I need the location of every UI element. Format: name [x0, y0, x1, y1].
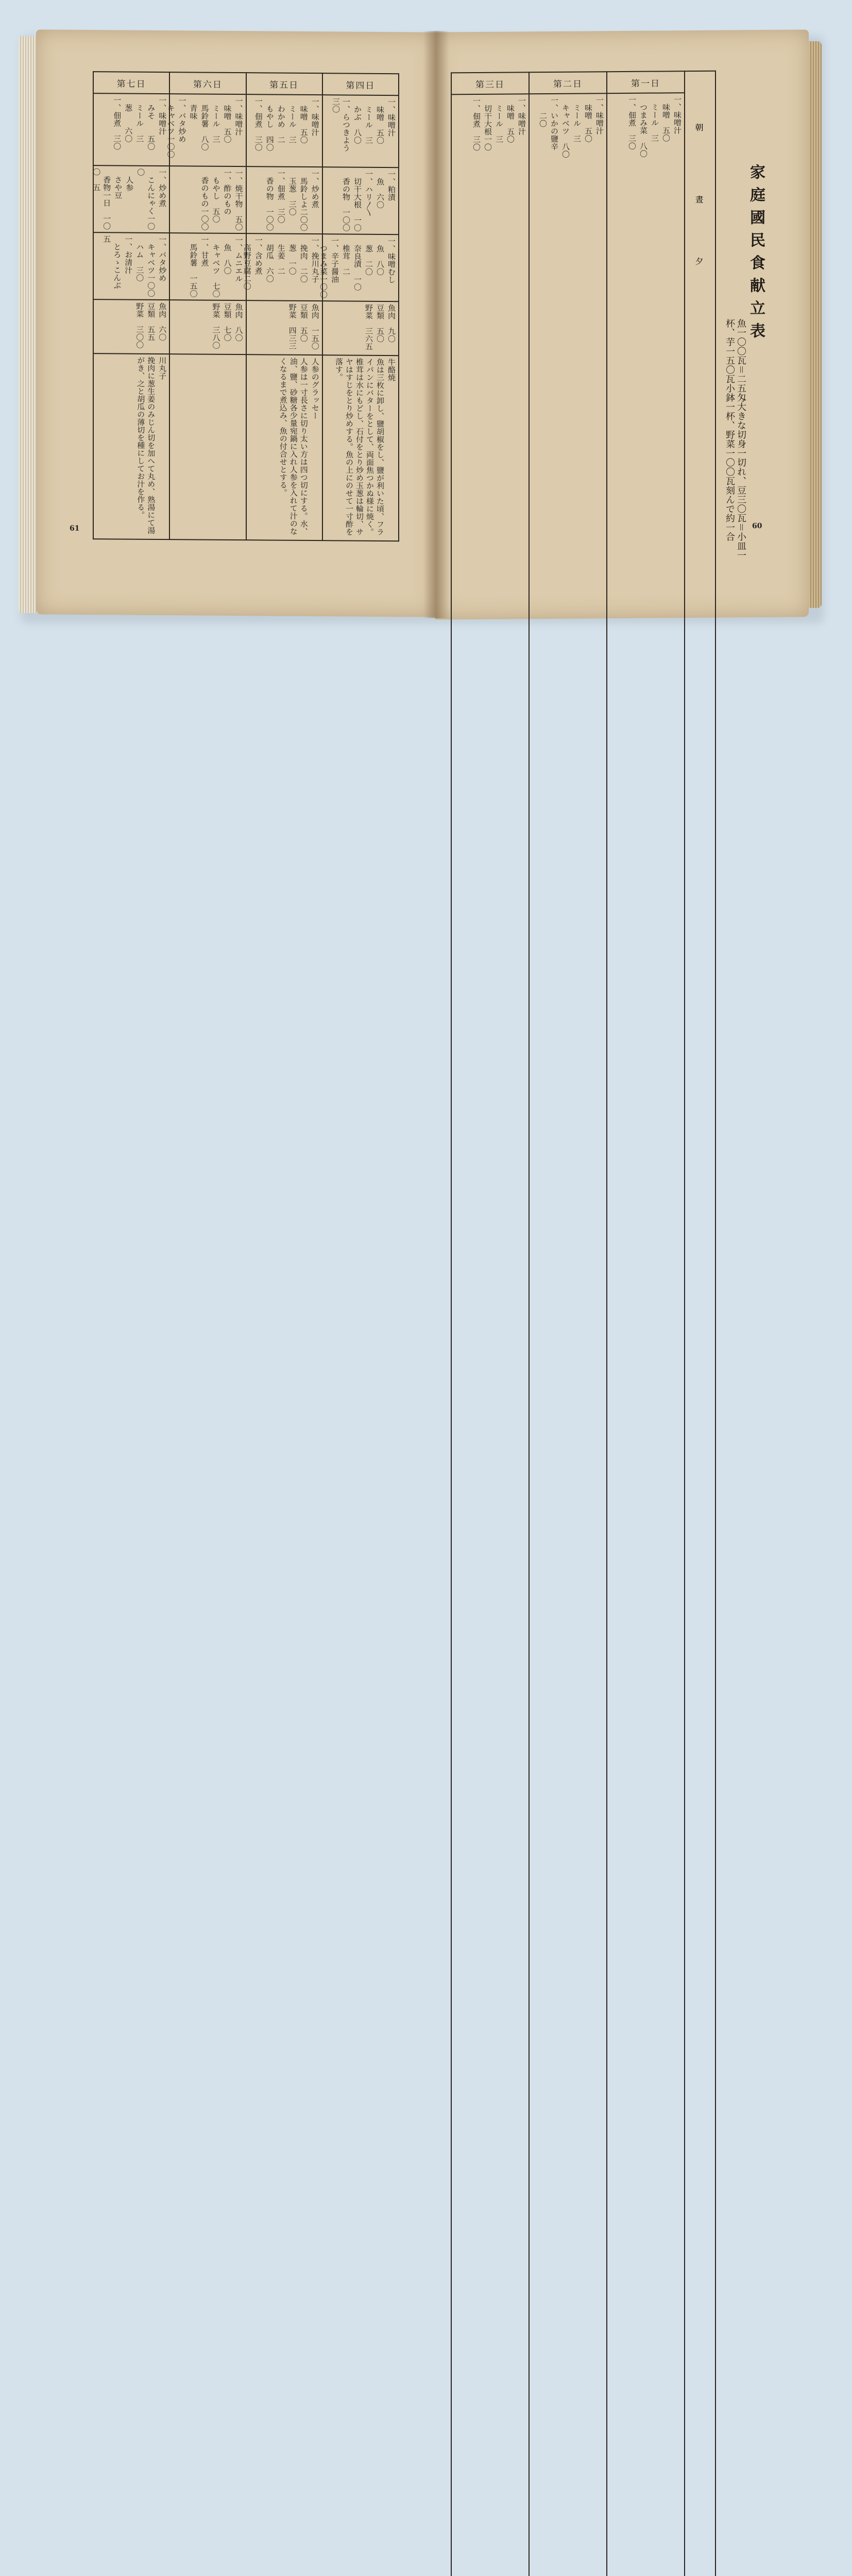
page-number-right: 60: [752, 522, 762, 531]
menu-line: 葱 一〇: [287, 236, 297, 275]
menu-line: 味噌 五〇: [584, 96, 593, 143]
menu-line: 一、含め煮: [253, 236, 263, 275]
menu-line: 豆類 五〇: [376, 303, 385, 343]
menu-line: 味噌 五〇: [223, 96, 232, 143]
menu-line: ミール 三: [287, 97, 297, 144]
lunch-row: [93, 165, 399, 234]
menu-line: 一、佃煮 三〇: [627, 95, 637, 150]
menu-line: 一、炒め煮: [310, 170, 320, 209]
cooking-cell: [93, 353, 169, 539]
menu-line: 人参は一寸長さに切り太い方は四つ切にする。水、油、鹽、砂糖各少量宛鍋に入れ人参を入れて汁のなくなるまで煮込み、魚の付合せとする。: [278, 357, 309, 535]
menu-line: みそ 五〇: [146, 96, 156, 150]
menu-line: 一、味噌汁: [234, 96, 244, 136]
menu-line: ミール 三: [135, 96, 145, 143]
menu-line: 一、挽川丸子: [310, 236, 320, 283]
menu-line: 一、甘煮: [200, 235, 210, 267]
menu-line: 葱 六〇: [124, 96, 133, 143]
lunch-label: 晝: [694, 195, 704, 204]
menu-line: 挽肉 二〇: [299, 236, 309, 283]
menu-line: 川丸子: [158, 356, 167, 380]
menu-line: 味噌 五〇: [376, 97, 385, 145]
menu-line: 二〇: [538, 96, 548, 128]
menu-label-column: [685, 71, 715, 2576]
menu-line: 魚は三枚に卸し、鹽胡椒をし、鹽が利いた頃、フライパンにバターをとして、両面焦つかぬ様に焼く。椎茸は水にもどし、石付をとり炒め玉葱は輪切、サヤはすじをとり炒めする。魚の上にのせて一寸酢を落す。: [334, 358, 385, 536]
menu-line: 魚 八〇: [223, 235, 232, 275]
menu-cell: [322, 95, 399, 167]
menu-line: 葱 二〇: [364, 236, 373, 276]
menu-line: 椎茸 二: [342, 236, 351, 276]
menu-line: 奈良漬 一〇: [353, 236, 362, 291]
menu-line: ミール 三: [364, 97, 373, 144]
menu-line: 生姜 二: [276, 236, 286, 275]
summary-cell: [169, 300, 246, 354]
menu-line: 魚肉 一五〇: [310, 303, 320, 350]
menu-line: 一、味噌汁: [595, 96, 604, 135]
menu-cell: [169, 233, 246, 300]
menu-line: 味噌 五〇: [299, 97, 309, 144]
menu-line: 人参のグラッセー: [310, 358, 320, 420]
menu-line: 一、粕漬: [387, 170, 396, 201]
menu-line: ミール 三: [495, 96, 504, 143]
measurement-note: 魚一〇〇瓦＝二五匁大きな切身一切れ、豆三〇瓦＝小皿一杯、芋一五〇瓦小鉢一杯、野菜一〇〇瓦刻んで約一合: [724, 318, 746, 560]
dinner-row: [93, 232, 399, 301]
menu-line: 魚肉 九〇: [387, 304, 396, 343]
summary-cell: [322, 301, 399, 355]
day-header: 第一日: [607, 71, 685, 93]
menu-line: 玉葱 三〇: [287, 169, 297, 216]
book-gutter: [423, 31, 449, 618]
menu-line: 一、いかの鹽辛: [550, 96, 559, 150]
menu-line: 野菜 四三三: [287, 303, 297, 350]
menu-line: 一、佃煮 三〇: [112, 96, 122, 150]
menu-cell: [607, 93, 685, 2576]
menu-line: 野菜 三〇〇: [135, 302, 145, 349]
menu-line: 豆類 五〇: [299, 303, 309, 342]
breakfast-row: [451, 93, 715, 2576]
menu-line: キャベツ 八〇: [561, 96, 570, 158]
menu-cell: [451, 94, 529, 2576]
menu-line: 一、バタ炒め: [158, 235, 167, 282]
header-row: [451, 71, 715, 95]
day-header: 第五日: [246, 73, 322, 95]
menu-line: 一、味噌汁: [158, 96, 167, 135]
menu-line: キャベツ 七〇: [211, 235, 221, 298]
summary-cell: [93, 299, 169, 354]
page-title: 家庭國民食献立表: [747, 164, 765, 346]
menu-line: ミール 三: [572, 96, 582, 143]
right-page: [435, 29, 809, 619]
menu-line: キャベツ一〇〇: [166, 96, 176, 159]
menu-line: 一、らつきよう 三〇: [331, 97, 351, 160]
menu-line: 魚肉 八〇: [234, 302, 244, 342]
menu-line: もやし 五〇: [211, 168, 221, 223]
menu-line: 野菜 三六五: [364, 303, 373, 350]
menu-line: 一、ハリ〳〵: [364, 170, 373, 216]
menu-line: 豆類 五五: [146, 302, 156, 341]
day-header: 第二日: [529, 72, 607, 94]
menu-line: 香のもの一〇〇: [200, 168, 210, 231]
cooking-cell: [169, 354, 246, 540]
menu-line: ハム 三〇: [135, 235, 145, 282]
menu-line: 胡瓜 六〇: [265, 236, 275, 283]
menu-line: 一、バタ炒め: [177, 96, 187, 143]
menu-cell: [169, 166, 246, 233]
breakfast-row: [93, 93, 399, 167]
menu-line: キャベツ一〇〇: [146, 235, 156, 297]
summary-cell: [246, 300, 322, 355]
menu-line: 一、味噌汁: [673, 95, 682, 134]
page-number-left: 61: [70, 524, 80, 533]
menu-line: 魚 八〇: [376, 236, 385, 276]
menu-line: 馬鈴薯 八〇: [200, 96, 210, 151]
menu-line: つまみ菜 八〇: [639, 95, 648, 158]
menu-line: 一、炒め煮: [158, 168, 167, 208]
day-header: 第六日: [169, 72, 246, 94]
menu-line: 豆類 七〇: [223, 302, 232, 342]
menu-line: 切干大根 一〇: [353, 170, 362, 232]
left-menu-table: [93, 71, 399, 541]
cooking-cell: [246, 354, 322, 540]
menu-line: 香の物 一〇〇: [265, 169, 275, 231]
menu-line: かぶ 八〇: [353, 97, 362, 144]
menu-line: 馬鈴薯 一五〇: [189, 235, 198, 298]
menu-line: こんにゃく一〇〇: [136, 168, 156, 230]
menu-line: 一、焼干物 五〇: [234, 168, 244, 231]
menu-line: 味噌 五〇: [661, 95, 671, 142]
summary-row: [93, 299, 399, 355]
menu-line: さや豆: [113, 168, 123, 199]
menu-line: 魚 六〇: [376, 170, 385, 209]
header-row: [93, 72, 399, 95]
menu-cell: [93, 93, 169, 166]
menu-cell: [246, 166, 322, 234]
menu-line: 一、お清汁: [124, 235, 133, 274]
left-page: [36, 29, 435, 617]
menu-line: 香の物 一〇〇: [342, 170, 351, 232]
menu-cell: [166, 94, 246, 166]
menu-line: 一、味噌汁: [387, 98, 396, 137]
cooking-cell: [322, 355, 399, 541]
menu-line: 牛酪焼: [387, 358, 396, 382]
dinner-label: 夕: [694, 257, 704, 266]
menu-cell: [93, 232, 169, 300]
menu-line: 野菜 三八〇: [211, 302, 221, 349]
menu-line: 一、佃煮 三〇: [253, 97, 263, 151]
menu-line: 一、ムニエル: [234, 235, 244, 283]
menu-cell: [319, 234, 399, 301]
menu-line: 魚肉 六〇: [158, 302, 167, 342]
menu-line: 一、味噌汁: [517, 96, 526, 135]
menu-line: 香物一日 一〇〇 五: [92, 168, 112, 230]
menu-line: わかめ 二: [276, 97, 286, 144]
menu-line: もやし 四〇: [265, 97, 275, 151]
menu-line: 一、辛子醤油: [330, 236, 339, 283]
menu-line: 一、味噌むし: [387, 237, 396, 284]
menu-line: 味噌 五〇: [506, 96, 515, 143]
menu-line: 切干大根一〇: [483, 96, 492, 151]
menu-line: 一、佃煮 三〇: [472, 96, 481, 151]
menu-line: 青味: [189, 96, 198, 120]
menu-line: ミール 三: [650, 95, 659, 142]
menu-line: 馬鈴しよ二〇〇: [299, 169, 309, 231]
menu-cell: [93, 165, 169, 233]
day-header: 第七日: [93, 72, 169, 94]
menu-line: 高野豆腐二〇: [242, 236, 252, 291]
menu-line: 一、佃煮 三〇: [276, 169, 286, 224]
menu-line: 一、酢のもの: [223, 168, 232, 215]
day-header: 第四日: [322, 73, 399, 95]
menu-cell: [322, 167, 399, 234]
day-header: 第三日: [451, 72, 529, 94]
menu-cell: [529, 93, 607, 2576]
menu-line: 人参: [125, 168, 134, 199]
right-menu-table: [451, 71, 716, 2576]
cooking-row: [93, 353, 399, 541]
breakfast-label: 朝: [694, 123, 704, 132]
menu-cell: [242, 233, 322, 301]
menu-line: 一、味噌汁: [310, 97, 320, 137]
menu-cell: [246, 94, 322, 167]
menu-line: ミール 三: [211, 96, 221, 143]
menu-line: 挽肉に葱生姜のみじん切を加へて丸め、熟湯にて湯がき、之と胡瓜の薄切を種にしてお汁を作る。: [136, 356, 156, 534]
menu-line: つまみ菜一〇〇: [319, 236, 328, 299]
menu-line: とろゝこんぶ 五: [102, 235, 122, 297]
